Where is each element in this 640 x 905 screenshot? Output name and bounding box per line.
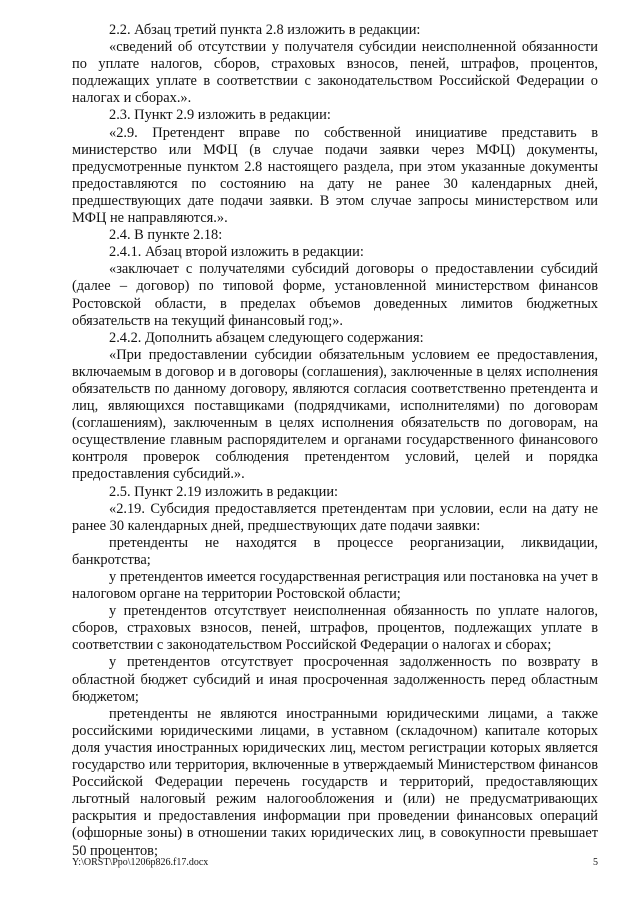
page-footer: [72, 857, 598, 869]
paragraph: 2.4. В пункте 2.18:: [109, 227, 223, 244]
paragraph: 2.5. Пункт 2.19 изложить в редакции:: [109, 483, 339, 500]
paragraph: у претендентов имеется государственная регистрация или постановка на учет в налоговом органе на территории Ростовской области;: [72, 569, 598, 603]
paragraph: претенденты не находятся в процессе реорганизации, ликвидации, банкротства;: [72, 534, 598, 568]
file-path: Y:\ORST\Ppo\1206p826.f17.docx: [72, 857, 209, 868]
paragraph: у претендентов отсутствует неисполненная обязанность по уплате налогов, сборов, страховых взносов, пеней, штрафов, процентов, подлежащих уплате в соответствии с законодательством Российской Федерации о налогах и сборах;: [72, 603, 598, 654]
paragraph: «заключает с получателями субсидий договоры о предоставлении субсидий (далее – договор) по типовой форме, установленной министерством финансов Ростовской области, в пределах объемов доведенных лимитов бюджетных обязательств на текущий финансовый год;».: [72, 261, 598, 329]
page-number: 5: [593, 857, 598, 868]
paragraph: «2.9. Претендент вправе по собственной инициативе представить в министерство или МФЦ (в случае подачи заявки через МФЦ) документы, предусмотренные пунктом 2.8 настоящего раздела, при этом указанные документы предоставляются по состоянию на дату не ранее 30 календарных дней, предшествующих дате подачи заявки. В этом случае запросы министерством или МФЦ не направляются.».: [72, 124, 598, 227]
paragraph: 2.4.2. Дополнить абзацем следующего содержания:: [109, 329, 424, 346]
paragraph: 2.3. Пункт 2.9 изложить в редакции:: [109, 107, 331, 124]
paragraph: «сведений об отсутствии у получателя субсидии неисполненной обязанности по уплате налогов, сборов, страховых взносов, пеней, штрафов, процентов, подлежащих уплате в соответствии с законодательством Российской Федерации о налогах и сборах.».: [72, 39, 598, 107]
paragraph: 2.4.1. Абзац второй изложить в редакции:: [109, 244, 364, 261]
document-body: [72, 22, 598, 860]
paragraph: «2.19. Субсидия предоставляется претендентам при условии, если на дату не ранее 30 календарных дней, предшествующих дате подачи заявки:: [72, 500, 598, 534]
paragraph: у претендентов отсутствует просроченная задолженность по возврату в областной бюджет субсидий и иная просроченная задолженность перед областным бюджетом;: [72, 654, 598, 705]
paragraph: претенденты не являются иностранными юридическими лицами, а также российскими юридическими лицами, в уставном (складочном) капитале которых доля участия иностранных юридических лиц, местом регистрации которых является государство или территория, включенные в утверждаемый Министерством финансов Российской Федерации перечень государств и территорий, предоставляющих льготный налоговый режим налогообложения и (или) не предусматривающих раскрытия и предоставления информации при проведении финансовых операций (офшорные зоны) в отношении таких юридических лиц, в совокупности превышает 50 процентов;: [72, 705, 598, 859]
paragraph: «При предоставлении субсидии обязательным условием ее предоставления, включаемым в договор и в договоры (соглашения), заключенные в целях исполнения обязательств по данному договору, являются согласия соответственно претендента и лиц, являющихся поставщиками (подрядчиками, исполнителями) по договорам (соглашениям), заключенным в целях исполнения обязательств по договорам, на осуществление главным распорядителем и органами государственного финансового контроля проверок соблюдения претендентом условий, целей и порядка предоставления субсидий.».: [72, 346, 598, 483]
paragraph: 2.2. Абзац третий пункта 2.8 изложить в редакции:: [109, 22, 421, 38]
